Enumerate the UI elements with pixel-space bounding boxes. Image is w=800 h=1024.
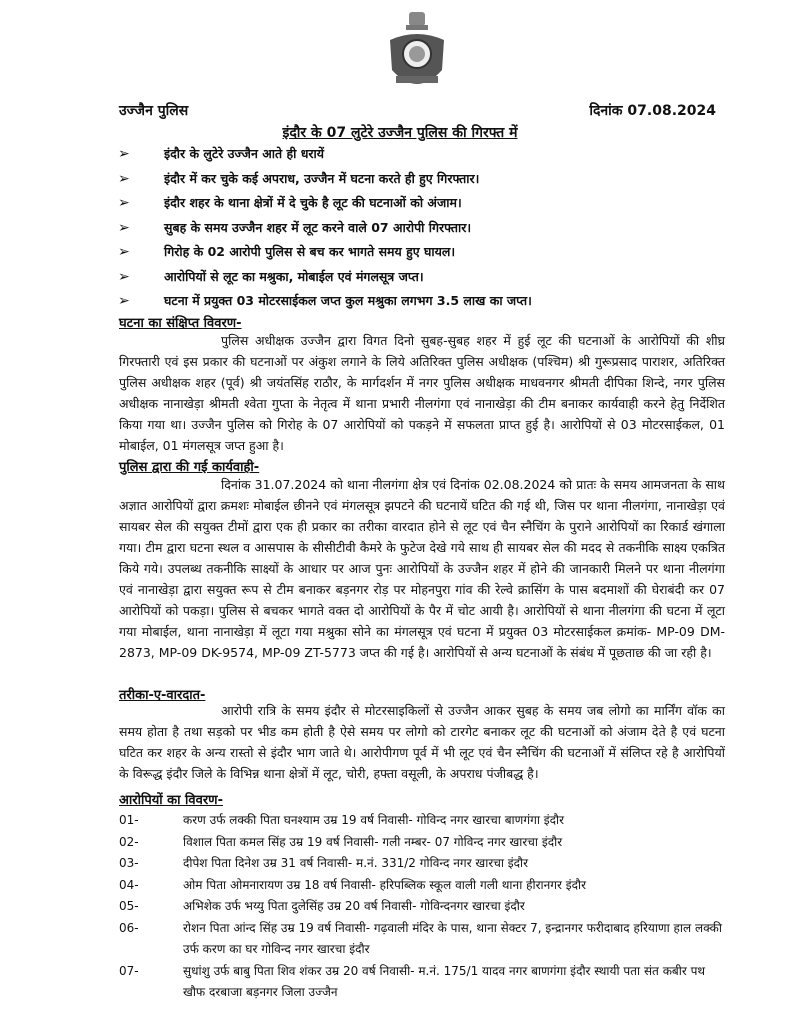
list-item: 03- दीपेश पिता दिनेश उम्र 31 वर्ष निवासी- म.नं. 331/2 गोविन्द नगर खारचा इंदौर (119, 856, 529, 870)
page-title: इंदौर के 07 लुटेरे उज्जैन पुलिस की गिरफ्त में (282, 125, 518, 141)
arrow-bullet-icon: ➢ (118, 268, 130, 285)
arrow-bullet-icon: ➢ (118, 219, 130, 236)
list-item: 06- रोशन पिता आंन्द सिंह उम्र 19 वर्ष निवासी- गढ़वाली मंदिर के पास, थाना सेक्टर 7, इन्द्रानगर फरीदाबाद हरियाणा हाल लक्की उर्फ करण का घर गोविन्द नगर खारचा इंदौर (119, 920, 722, 956)
modus-text: आरोपी रात्रि के समय इंदौर से मोटरसाइकिलों से उज्जैन आकर सुबह के समय जब लोगो का मार्निंग वॉक का समय होता है तथा सड़को पर भीड कम होती है ऐसे समय पर लोगो को टारगेट बनाकर लूट की घटनाओं को अंजाम देते है एवं घटना घटित कर शहर के अन्य रास्तो से इंदौर भाग जाते थे। आरोपीगण पूर्व में भी लूट एवं चैन स्नैचिंग की घटनाओं में संलिप्त रहे है आरोपियों के विरूद्ध इंदौर जिले के विभिन्न थाना क्षेत्रों में लूट, चोरी, हफ्ता वसूली, के अपराध पंजीबद्ध है। (119, 703, 725, 781)
arrow-bullet-icon: ➢ (118, 244, 130, 260)
mp-police-emblem-icon (382, 10, 452, 100)
highlight-item: ➢ इंदौर में कर चुके कई अपराध, उज्जैन में घटना करते ही हुए गिरफ्तार। (118, 170, 480, 187)
action-text: दिनांक 31.07.2024 को थाना नीलगंगा क्षेत्र एवं दिनांक 02.08.2024 को प्रातः के समय आमजनता के साथ अज्ञात आरोपियों द्वारा क्रमशः मोबाईल छीनने एवं मंगलसूत्र झपटने की घटनायें घटित की गई थी, जिस पर थाना नीलगंगा, नानाखेड़ा एवं सायबर सेल की सयुक्त टीमों द्वारा एक ही प्रकार का तरीका वारदात होने से लूट एवं चैन स्नैचिंग के पुराने आरोपियों का रिकार्ड खंगाला गया। टीम द्वारा घटना स्थल व आसपास के सीसीटीवी कैमरे के फुटेज देखे गये साथ ही सायबर सेल की मदद से तकनीकि साक्ष्य एकत्रित किये गये। उपलब्ध तकनीकि साक्ष्यों के आधार पर आज पुनः आरोपियों के उज्जैन शहर में होने की जानकारी मिलने पर थाना नीलगंगा एवं नानाखेड़ा द्वारा सयुक्त रूप से टीम बनाकर बड़नगर रोड़ पर मोहनपुरा गांव की रेल्वे क्रासिंग के पास बदमाशों की घेराबंदी कर 07 आरोपियों को पकड़ा। पुलिस से बचकर भागते वक्त दो आरोपियों के पैर में चोट आयी है। आरोपियों से थाना नीलगंगा की घटना में लूटा गया मोबाईल, थाना नानाखेड़ा में लूटा गया मश्रुका सोने का मंगलसूत्र एवं घटना में प्रयुक्त 03 मोटरसाईकल क्रमांक- MP-09 DM-2873, MP-09 DK-9574, MP-09 ZT-5773 जप्त की गई है। आरोपियों से अन्य घटनाओं के संबंध में पूछताछ की जा रही है। (119, 477, 725, 660)
summary-text: पुलिस अधीक्षक उज्जैन द्वारा विगत दिनो सुबह-सुबह शहर में हुई लूट की घटनाओं के आरोपियों की शीघ्र गिरफ्तारी एवं इस प्रकार की घटनाओं पर अंकुश लगाने के लिये अतिरिक्त पुलिस अधीक्षक (पश्चिम) श्री गुरूप्रसाद पाराशर, अतिरिक्त पुलिस अधीक्षक शहर (पूर्व) श्री जयंतसिंह राठौर, के मार्गदर्शन में नगर पुलिस अधीक्षक माधवनगर श्रीमती दीपिका शिन्दे, नगर पुलिस अधीक्षक नानाखेड़ा श्रीमती श्वेता गुप्ता के नेतृत्व में थाना प्रभारी नीलगंगा एवं नानाखेड़ा की टीम बनाकर कार्यवाही करने हेतु निर्देशित किया गया था। उज्जैन पुलिस को गिरोह के 07 आरोपियों को पकड़ने में सफलता प्राप्त हुई है। आरोपियों से 03 मोटरसाईकल, 01 मोबाईल, 01 मंगलसूत्र जप्त हुआ है। (119, 333, 725, 453)
highlight-item: ➢ सुबह के समय उज्जैन शहर में लूट करने वाले 07 आरोपी गिरफ्तार। (118, 219, 472, 236)
list-item: 04- ओम पिता ओमनारायण उम्र 18 वर्ष निवासी- हरिपब्लिक स्कूल वाली गली थाना हीरानगर इंदौर (119, 877, 587, 892)
list-item: 02- विशाल पिता कमल सिंह उम्र 19 वर्ष निवासी- गली नम्बर- 07 गोविन्द नगर खारचा इंदौर (119, 834, 563, 849)
arrow-bullet-icon: ➢ (118, 170, 130, 187)
list-item: 05- अभिशेक उर्फ भय्यु पिता दुलेसिंह उम्र 20 वर्ष निवासी- गोविन्दनगर खारचा इंदौर (119, 899, 525, 913)
arrow-bullet-icon: ➢ (118, 293, 130, 309)
highlight-item: ➢ इंदौर शहर के थाना क्षेत्रों में दे चुके है लूट की घटनाओं को अंजाम। (118, 195, 462, 211)
arrow-bullet-icon: ➢ (118, 195, 130, 211)
accused-list (119, 810, 729, 1004)
highlight-item: ➢ घटना में प्रयुक्त 03 मोटरसाईकल जप्त कुल मश्रुका लगभग 3.5 लाख का जप्त। (118, 293, 532, 309)
highlight-item: ➢ गिरोह के 02 आरोपी पुलिस से बच कर भागते समय हुए घायल। (118, 244, 456, 260)
list-item: 07- सुधांशु उर्फ बाबु पिता शिव शंकर उम्र 20 वर्ष निवासी- म.नं. 175/1 यादव नगर बाणगंगा इंदौर स्थायी पता संत कबीर पथ खौफ दरबाजा बड़नगर जिला उज्जैन (119, 963, 706, 999)
modus-heading: तरीका-ए-वारदात- (119, 688, 206, 703)
action-heading: पुलिस द्वारा की गई कार्यवाही- (119, 460, 260, 475)
arrow-bullet-icon: ➢ (118, 146, 130, 162)
list-item: 01- करण उर्फ लक्की पिता घनश्याम उम्र 19 वर्ष निवासी- गोविन्द नगर खारचा बाणगंगा इंदौर (119, 813, 565, 827)
release-date: दिनांक 07.08.2024 (589, 103, 716, 119)
highlight-item: ➢ आरोपियों से लूट का मश्रुका, मोबाईल एवं मंगलसूत्र जप्त। (118, 268, 424, 285)
org-name: उज्जैन पुलिस (119, 103, 189, 119)
highlight-item: ➢ इंदौर के लुटेरे उज्जैन आते ही धरायें (118, 146, 324, 162)
summary-heading: घटना का संक्षिप्त विवरण- (119, 316, 242, 331)
highlights-list (118, 145, 738, 317)
accused-heading: आरोपियों का विवरण- (119, 793, 223, 808)
